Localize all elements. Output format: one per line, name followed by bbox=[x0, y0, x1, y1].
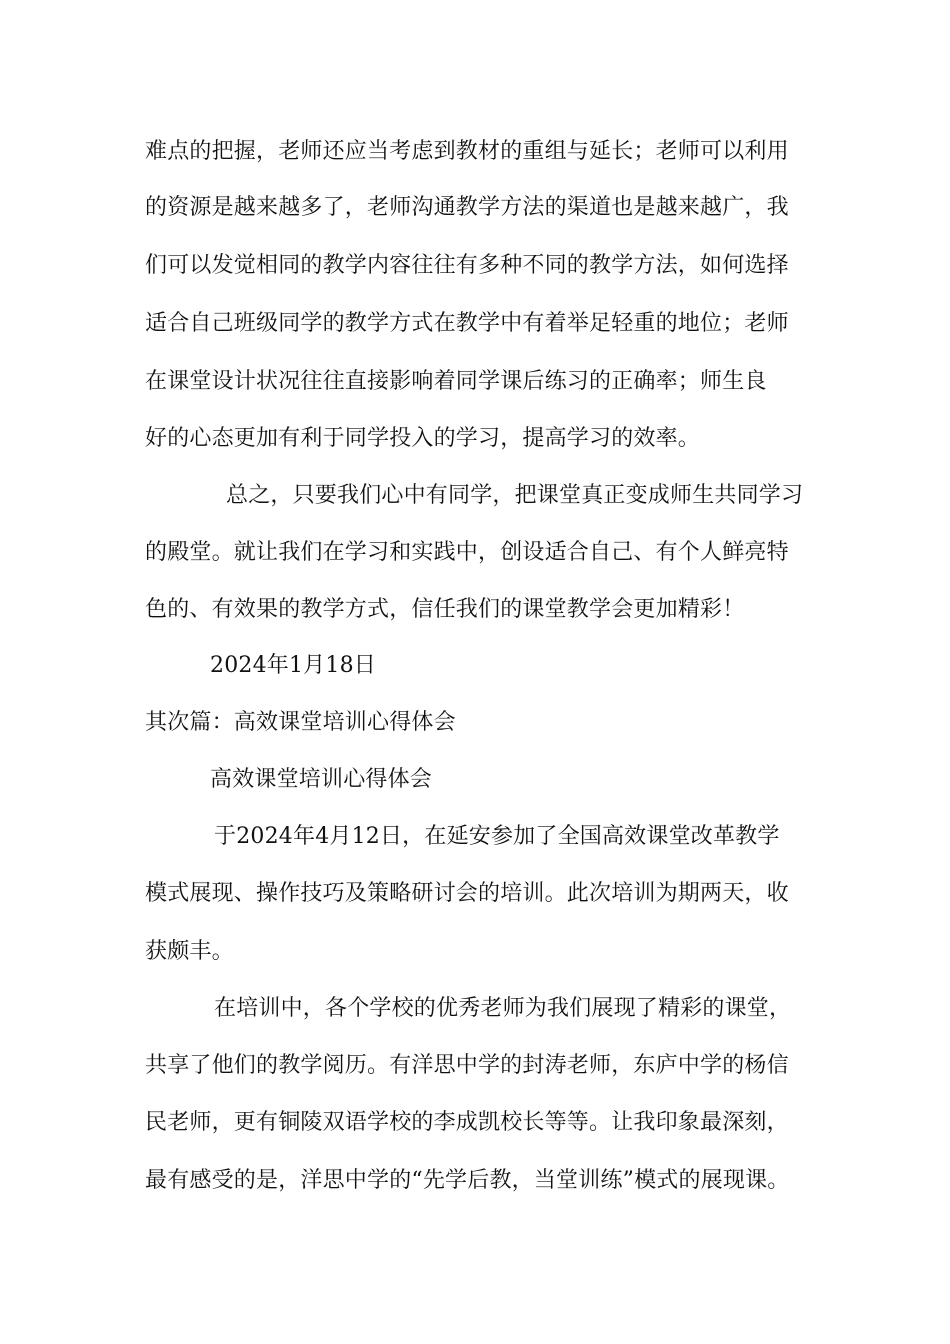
paragraph-line: 们可以发觉相同的教学内容往往有多种不同的教学方法，如何选择 bbox=[145, 253, 789, 278]
paragraph-line: 模式展现、操作技巧及策略研讨会的培训。此次培训为期两天，收 bbox=[145, 881, 789, 906]
date-line: 2024年1月18日 bbox=[210, 653, 376, 678]
paragraph-line: 的殿堂。就让我们在学习和实践中，创设适合自己、有个人鲜亮特 bbox=[145, 540, 789, 565]
paragraph-line: 最有感受的是，洋思中学的“先学后教，当堂训练”模式的展现课。 bbox=[145, 1168, 790, 1193]
paragraph-line: 民老师，更有铜陵双语学校的李成凯校长等等。让我印象最深刻， bbox=[145, 1110, 789, 1135]
paragraph-line: 在培训中，各个学校的优秀老师为我们展现了精彩的课堂， bbox=[214, 996, 792, 1021]
article-title: 高效课堂培训心得体会 bbox=[210, 767, 433, 792]
paragraph-line: 于2024年4月12日，在延安参加了全国高效课堂改革教学 bbox=[214, 824, 780, 849]
paragraph-line: 总之，只要我们心中有同学，把课堂真正变成师生共同学习 bbox=[226, 483, 804, 508]
paragraph-line: 适合自己班级同学的教学方式在教学中有着举足轻重的地位；老师 bbox=[145, 311, 789, 336]
paragraph-line: 获颇丰。 bbox=[145, 939, 234, 964]
section-heading: 其次篇：高效课堂培训心得体会 bbox=[145, 710, 456, 735]
paragraph-line: 共享了他们的教学阅历。有洋思中学的封涛老师，东庐中学的杨信 bbox=[145, 1053, 789, 1078]
paragraph-line: 难点的把握，老师还应当考虑到教材的重组与延长；老师可以利用 bbox=[145, 139, 789, 164]
paragraph-line: 的资源是越来越多了，老师沟通教学方法的渠道也是越来越广，我 bbox=[145, 195, 789, 220]
paragraph-line: 好的心态更加有利于同学投入的学习，提高学习的效率。 bbox=[145, 426, 701, 451]
paragraph-line: 在课堂设计状况往往直接影响着同学课后练习的正确率；师生良 bbox=[145, 369, 767, 394]
paragraph-line: 色的、有效果的教学方式，信任我们的课堂教学会更加精彩！ bbox=[145, 597, 745, 622]
